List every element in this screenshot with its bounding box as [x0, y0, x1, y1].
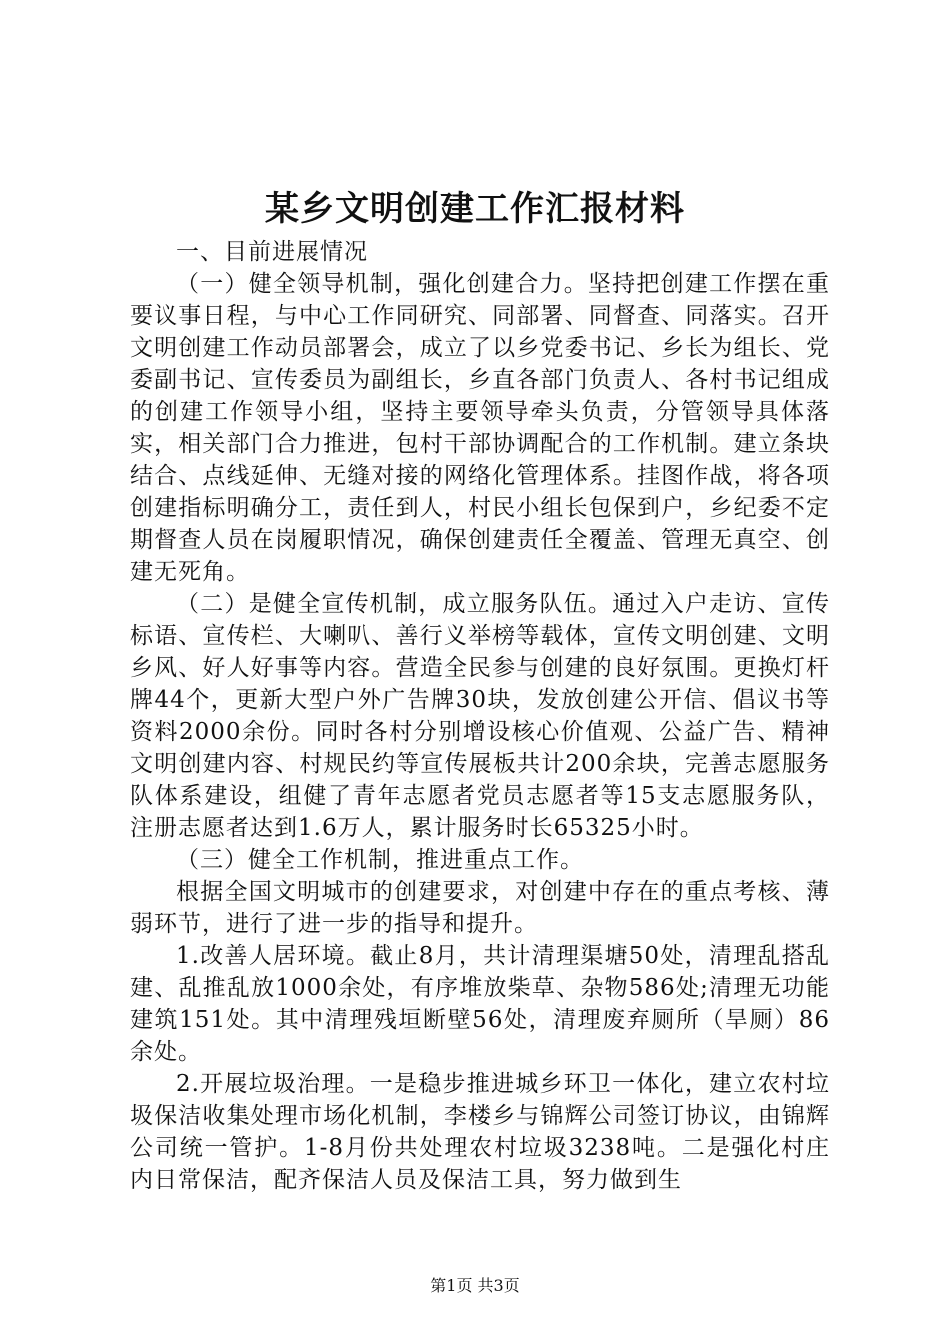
- paragraph: 1.改善人居环境。截止8月，共计清理渠塘50处，清理乱搭乱建、乱推乱放1000余处，有序堆放柴草、杂物586处;清理无功能建筑151处。其中清理残垣断壁56处，清理废弃厕所（旱厕）86余处。: [130, 943, 830, 1065]
- paragraph: （三）健全工作机制，推进重点工作。: [176, 847, 584, 873]
- paragraph: （二）是健全宣传机制，成立服务队伍。通过入户走访、宣传标语、宣传栏、大喇叭、善行义举榜等载体，宣传文明创建、文明乡风、好人好事等内容。营造全民参与创建的良好氛围。更换灯杆牌44个，更新大型户外广告牌30块，发放创建公开信、倡议书等资料2000余份。同时各村分别增设核心价值观、公益广告、精神文明创建内容、村规民约等宣传展板共计200余块，完善志愿服务队体系建设，组健了青年志愿者党员志愿者等15支志愿服务队，注册志愿者达到1.6万人，累计服务时长65325小时。: [130, 591, 830, 841]
- document-body: [130, 236, 830, 1196]
- paragraph: 2.开展垃圾治理。一是稳步推进城乡环卫一体化，建立农村垃圾保洁收集处理市场化机制，李楼乡与锦辉公司签订协议，由锦辉公司统一管护。1-8月份共处理农村垃圾3238吨。二是强化村庄内日常保洁，配齐保洁人员及保洁工具，努力做到生: [130, 1071, 830, 1193]
- page-footer: 第1页 共3页: [430, 1276, 520, 1295]
- paragraph: （一）健全领导机制，强化创建合力。坚持把创建工作摆在重要议事日程，与中心工作同研究、同部署、同督查、同落实。召开文明创建工作动员部署会，成立了以乡党委书记、乡长为组长、党委副书记、宣传委员为副组长，乡直各部门负责人、各村书记组成的创建工作领导小组，坚持主要领导牵头负责，分管领导具体落实，相关部门合力推进，包村干部协调配合的工作机制。建立条块结合、点线延伸、无缝对接的网络化管理体系。挂图作战，将各项创建指标明确分工，责任到人，村民小组长包保到户，乡纪委不定期督查人员在岗履职情况，确保创建责任全覆盖、管理无真空、创建无死角。: [130, 271, 830, 585]
- paragraph: 根据全国文明城市的创建要求，对创建中存在的重点考核、薄弱环节，进行了进一步的指导和提升。: [130, 879, 830, 937]
- section-heading: 一、目前进展情况: [176, 239, 368, 265]
- document-title: 某乡文明创建工作汇报材料: [265, 189, 685, 229]
